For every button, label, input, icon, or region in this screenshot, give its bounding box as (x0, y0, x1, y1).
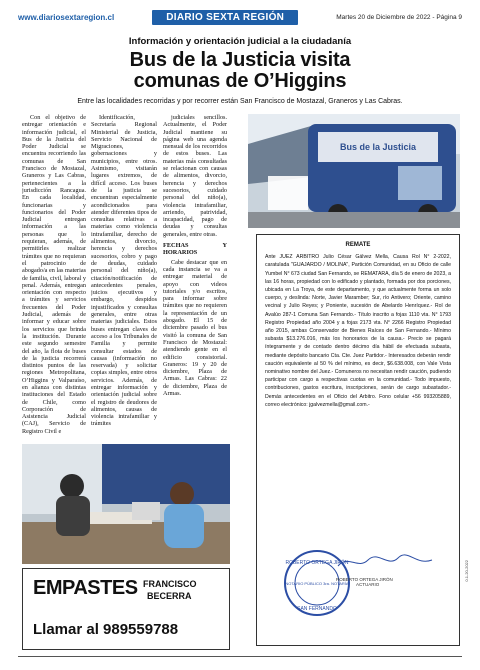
article-headline (0, 50, 480, 92)
fechas-heading: FECHAS Y HORARIOS (163, 242, 227, 257)
column-1-text: Con el objetivo de entregar orientación e información judicial, el Bus de la Justicia del Poder Judicial se encuentra recorriendo las comunas de San Francisco de Mostazal, Graneros y Las Cabras, pertenecientes a la jurisdicción Rancagua. En cada localidad, funcionarias y funcionarios del Poder Judicial entregan información a las personas que lo requieran, además, de permitirles realizar trámites que no requieran el patrocinio de abogado/a en las materias de familia, civil, laboral y penal. Además, entregan orientación con respecto a trámites y servicios frecuentes del Poder Judicial, además de informar y educar sobre los servicios que brinda la institución. Durante este segundo semestre del año, la flota de buses de la justicia recorrerá distintos puntos de las regiones Metropolitana, O’Higgins y Valparaíso, en alianza con distintas instituciones del Estado de Chile, como Corporación de Asistencia Judicial (CAJ), Servicio de Registro Civil e (22, 114, 86, 435)
remate-body: Ante JUEZ ARBITRO Julio César Gálvez Mella, Causa Rol N° 2-2022, caratulada "GUAJARDO / MOLINA", Partición Comunidad, en su Oficio de calle Yumbel N° 673 ciudad San Fernando, se REMATARA, día 5 de enero de 2023, a las 16 horas, propiedad con lo edificado y plantado, formada por dos porciones, ubicada en La Troya, de este departamento, y que actualmente forma un solo cuerpo, y deslinda: Norte, Javier Maramber; Sur, río Antivero; Oriente, camino vecinal y Julio Reyes; y Poniente, sucesión de Abelardo Henríquez.- Rol de Avalúo 287-1 Comuna San Fernando.- Título inscrito a fojas 1110 vta. N° 1793 Registro Propiedad año 2004 y a fojas 2173 vta. N° 2266 Registro Propiedad año 2015, ambas Conservador de Bienes Raíces de San Fernando.- Mínimo subasta $13.276.016, más los honorarios de la causa.- Precio se pagará íntegramente y de contado dentro décimo día hábil de efectuada subasta, mediante depósito bancario Cta. Cte. Juez Partidor.- Interesados deberán rendir caución equivalente al 50 % del mínimo, es decir, $6.638.008, con Vale Vista nominativo nombre del Juez.- Comuneros no necesitan rendir caución, pudiendo participar con cargo a respectivas cuotas en la comunidad.- Todo impuesto, contribuciones, gastos escritura, inscripciones, serán de cargo subastador.- Demás antecedentes en el Oficio del Arbitro. Fono celular +56 993205889, correo electrónico: jgalvezmella@gmail.com.- (265, 254, 451, 408)
headline-line-1: Bus de la Justicia visita (129, 49, 351, 71)
seal-bottom-text: SAN FERNANDO (297, 606, 337, 612)
ad-person-last: BECERRA (147, 591, 192, 601)
newspaper-brand: DIARIO SEXTA REGIÓN (152, 10, 298, 25)
column-3b-text: Cabe destacar que en cada instancia se va a entregar material de apoyo con videos tutoriales y/o escritos, para informar sobre trámites que no requieren la representación de un abogado. El 15 de diciembre pasado el bus visitó la comuna de San Francisco de Mostazal: atendiendo gente en el edificio consistorial. Graneros: 19 y 20 de diciembre, Plaza de Armas. Las Cabras: 22 de diciembre, Plaza de Armas. (163, 258, 227, 397)
bus-photo (248, 114, 460, 228)
article-column-2 (91, 114, 157, 439)
signature-scribble (336, 552, 436, 572)
ad-person-first: FRANCISCO (143, 579, 197, 589)
page-header (18, 6, 462, 28)
page-date: Martes 20 de Diciembre de 2022 - Página 9 (336, 13, 462, 21)
headline-line-2: comunas de O’Higgins (133, 70, 347, 92)
attention-photo (22, 444, 230, 564)
ad-phone[interactable]: Llamar al 989559788 (33, 621, 179, 638)
signature-name: ROBERTO ORTEGA JIRÓN (336, 577, 393, 582)
bus-illustration (248, 114, 460, 228)
empastes-ad (22, 568, 230, 650)
article-column-3 (163, 114, 227, 439)
signature-role: ACTUARIO (356, 582, 380, 587)
bus-banner: Bus de la Justicia (339, 142, 417, 152)
side-code: 0.1-20-2022 (464, 560, 469, 582)
article-subhead: Entre las localidades recorridas y por recorrer están San Francisco de Mostazal, Graneros y Las Cabras. (77, 98, 403, 105)
column-3-text: judiciales sencillos. Actualmente, el Poder Judicial mantiene su página web una agenda mensual de los recorridos de estos buses. Las materias más consultadas se relacionan con causas de alimentos, divorcio, herencia y derechos sucesorios, cuidado personal del niño(a), violencia intrafamiliar, arriendo, patrividad, incapacidad, pago de deudas y consultas generales, entre otras. (163, 114, 227, 238)
site-url[interactable]: www.diariosextaregion.cl (18, 12, 115, 22)
footer-divider (18, 656, 462, 657)
article-kicker: Información y orientación judicial a la ciudadanía (128, 36, 352, 47)
seal-top-text: ROBERTO ORTEGA JIRÓN (285, 560, 349, 566)
column-2-text: Identificación, Secretaría Regional Ministerial de Justicia, Servicio Nacional de Migraciones, gobernaciones y municipios, entre otros. Asimismo, visitarán lugares extremos, de difícil acceso. Los buses de la justicia se encuentran especialmente acondicionados para atender diferentes tipos de consultas relativas a materias como violencia intrafamiliar, derecho de alimentos, divorcio, herencia y derechos sucesorios, cobro y pago de deudas, cuidado personal del niño(a), citación/notificación de antecedentes penales, juicios ejecutivos y embargo, despidos injustificados y consultas generales, entre otras materias judiciales. Estos buses entregan claves de acceso a los Tribunales de Familia y permite consultar estados de causas (información no reservada) y solicitar copias simples, entre otros servicios. Además, de entregar información y orientación judicial sobre el registro de deudores de alimentos, causas de violencia intrafamiliar y trámites (91, 114, 157, 428)
remate-title: REMATE (345, 242, 371, 248)
signature-block (336, 552, 436, 587)
ad-business-name: EMPASTES (33, 577, 138, 599)
seal-mid-text: NOTARIO PÚBLICO 3ra. NOTARÍA (285, 581, 349, 586)
attention-illustration (22, 444, 230, 564)
article-column-1 (22, 114, 86, 439)
